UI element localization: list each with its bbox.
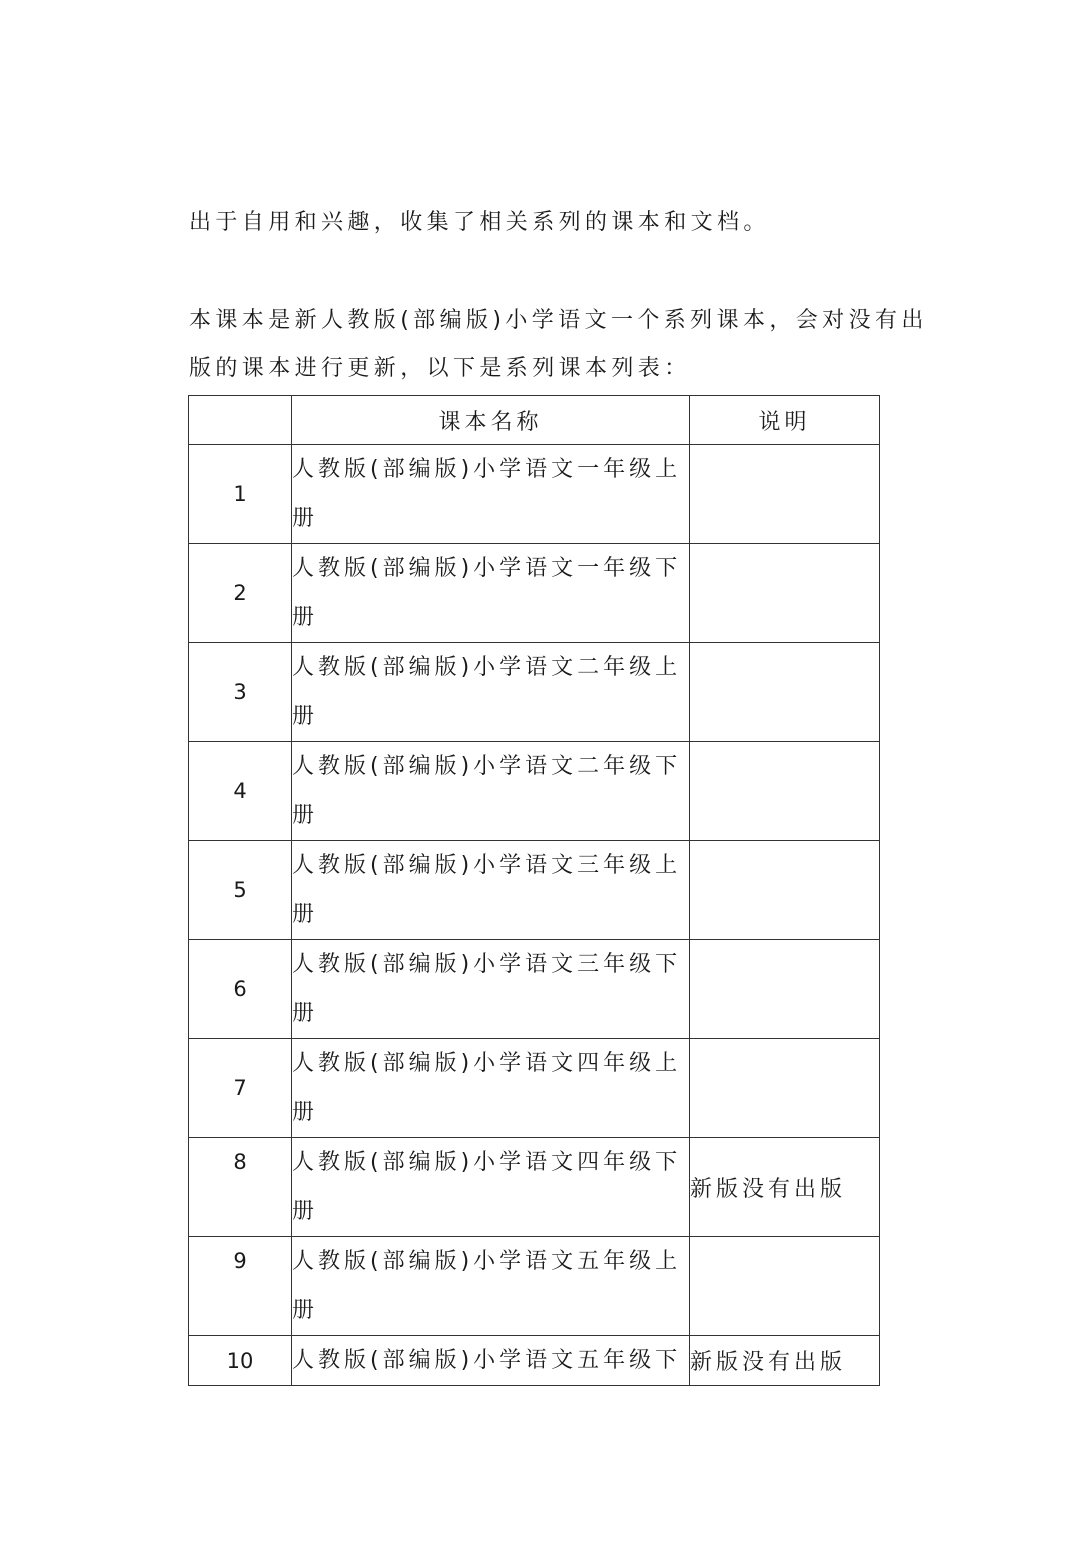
row-number: 2 — [189, 544, 292, 643]
header-textbook-name: 课本名称 — [292, 396, 690, 445]
textbook-table — [188, 395, 880, 1386]
name-line-1: 人教版(部编版)小学语文四年级下 — [292, 1150, 682, 1175]
name-line-2: 册 — [292, 704, 319, 729]
name-line-1: 人教版(部编版)小学语文一年级下 — [292, 556, 682, 581]
row-textbook-name — [292, 940, 690, 1039]
row-number: 7 — [189, 1039, 292, 1138]
table-row — [189, 841, 880, 940]
row-number: 3 — [189, 643, 292, 742]
row-number: 8 — [189, 1138, 292, 1237]
table-header-row — [189, 396, 880, 445]
table-row — [189, 544, 880, 643]
name-line-1: 人教版(部编版)小学语文二年级上 — [292, 655, 682, 680]
intro-paragraph-2 — [189, 297, 928, 393]
row-note — [690, 1039, 880, 1138]
name-line-1: 人教版(部编版)小学语文五年级上 — [292, 1249, 682, 1274]
table-row — [189, 940, 880, 1039]
name-line-2: 册 — [292, 1001, 319, 1026]
table-row — [189, 1336, 880, 1386]
row-note — [690, 940, 880, 1039]
name-line-2: 册 — [292, 605, 319, 630]
row-textbook-name — [292, 742, 690, 841]
name-line-1: 人教版(部编版)小学语文五年级下 — [292, 1348, 682, 1373]
row-number: 1 — [189, 445, 292, 544]
name-line-1: 人教版(部编版)小学语文四年级上 — [292, 1051, 682, 1076]
name-line-1: 人教版(部编版)小学语文一年级上 — [292, 457, 682, 482]
name-line-2: 册 — [292, 1298, 319, 1323]
header-note: 说明 — [690, 396, 880, 445]
table-row — [189, 1138, 880, 1237]
intro-line-1: 出于自用和兴趣，收集了相关系列的课本和文档。 — [189, 210, 770, 235]
row-textbook-name — [292, 841, 690, 940]
intro-line-2a: 本课本是新人教版(部编版)小学语文一个系列课本，会对没有出 — [189, 308, 928, 333]
table-row — [189, 742, 880, 841]
row-number: 9 — [189, 1237, 292, 1336]
row-textbook-name — [292, 1237, 690, 1336]
row-note: 新版没有出版 — [690, 1138, 880, 1237]
row-note — [690, 445, 880, 544]
name-line-2: 册 — [292, 803, 319, 828]
row-number: 4 — [189, 742, 292, 841]
name-line-1: 人教版(部编版)小学语文二年级下 — [292, 754, 682, 779]
row-textbook-name — [292, 1039, 690, 1138]
table-row — [189, 445, 880, 544]
row-note — [690, 1237, 880, 1336]
row-note — [690, 841, 880, 940]
row-note — [690, 742, 880, 841]
row-textbook-name — [292, 1138, 690, 1237]
row-note — [690, 643, 880, 742]
name-line-2: 册 — [292, 1100, 319, 1125]
table-row — [189, 1237, 880, 1336]
table-row — [189, 1039, 880, 1138]
name-line-1: 人教版(部编版)小学语文三年级上 — [292, 853, 682, 878]
name-line-2: 册 — [292, 506, 319, 531]
row-number: 10 — [189, 1336, 292, 1386]
name-line-1: 人教版(部编版)小学语文三年级下 — [292, 952, 682, 977]
header-number — [189, 396, 292, 445]
table-row — [189, 643, 880, 742]
row-number: 5 — [189, 841, 292, 940]
row-textbook-name — [292, 544, 690, 643]
row-number: 6 — [189, 940, 292, 1039]
row-textbook-name — [292, 643, 690, 742]
intro-paragraph-1 — [189, 199, 889, 247]
row-note: 新版没有出版 — [690, 1336, 880, 1386]
name-line-2: 册 — [292, 902, 319, 927]
row-note — [690, 544, 880, 643]
name-line-2: 册 — [292, 1199, 319, 1224]
row-textbook-name — [292, 445, 690, 544]
intro-line-2b: 版的课本进行更新，以下是系列课本列表： — [189, 356, 691, 381]
row-textbook-name — [292, 1336, 690, 1386]
